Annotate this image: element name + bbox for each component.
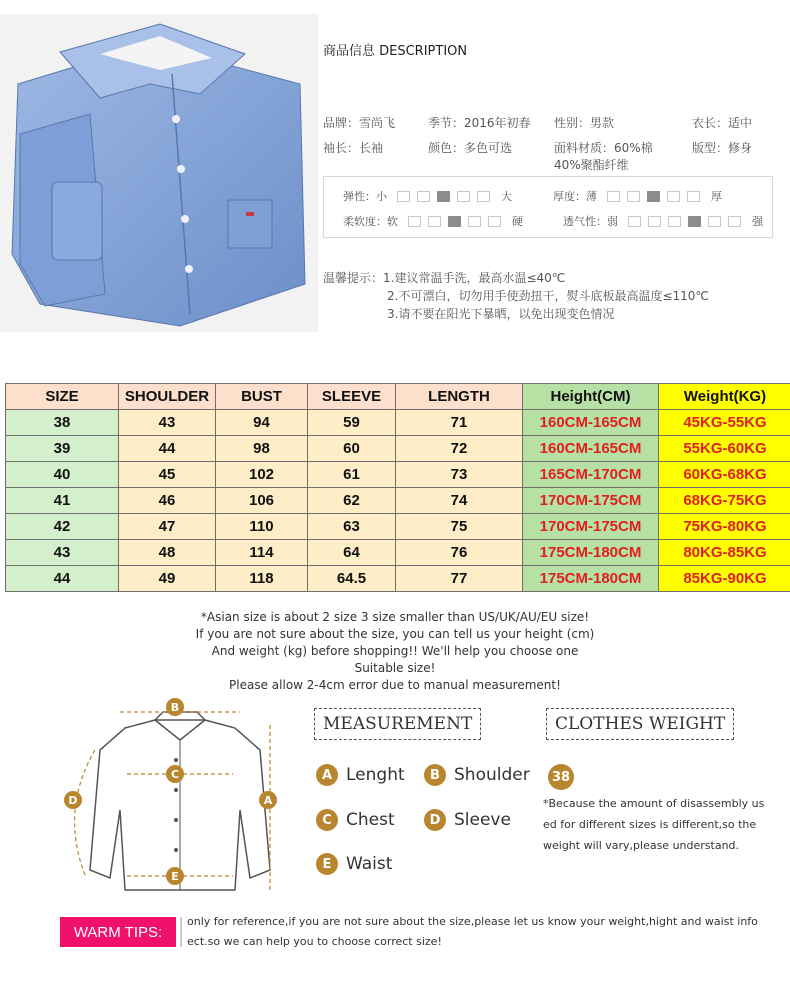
- rating-square: [408, 216, 421, 227]
- rating-end-label: 强: [752, 215, 763, 228]
- rating-square: [648, 216, 661, 227]
- rating-square: [397, 191, 410, 202]
- weight-note-2: ed for different sizes is different,so the: [543, 818, 757, 831]
- cell-weight: 75KG-80KG: [659, 514, 790, 540]
- sleeve-info: 袖长：长袖: [323, 141, 384, 155]
- cell-bust: 102: [216, 462, 308, 488]
- cell-height: 160CM-165CM: [523, 436, 659, 462]
- cell-weight: 85KG-90KG: [659, 566, 790, 592]
- cell-height: 170CM-175CM: [523, 514, 659, 540]
- rating-square-filled: [647, 191, 660, 202]
- cell-length: 74: [396, 488, 523, 514]
- warm-tips-badge: WARM TIPS:: [60, 917, 176, 947]
- cell-size: 41: [6, 488, 119, 514]
- weight-badge: [548, 764, 582, 790]
- rating-square: [708, 216, 721, 227]
- header-size: SIZE: [6, 384, 119, 410]
- table-row: [6, 514, 790, 540]
- weight-note-3: weight will vary,please understand.: [543, 839, 740, 852]
- rating-label: 柔软度：软: [343, 215, 398, 228]
- cell-shoulder: 49: [119, 566, 216, 592]
- cell-weight: 45KG-55KG: [659, 410, 790, 436]
- rating-end-label: 大: [501, 190, 512, 203]
- table-row: [6, 488, 790, 514]
- rating-end-label: 硬: [512, 215, 523, 228]
- header-shoulder: SHOULDER: [119, 384, 216, 410]
- legend-label: Lenght: [346, 765, 405, 785]
- length-info: 衣长：适中: [692, 116, 753, 130]
- cell-size: 44: [6, 566, 119, 592]
- legend-length: [316, 764, 405, 786]
- measurement-title: MEASUREMENT: [314, 708, 481, 740]
- rating-square: [457, 191, 470, 202]
- description-title: 商品信息 DESCRIPTION: [323, 44, 468, 59]
- diagram-label-e: E: [171, 870, 179, 883]
- size-table-header-row: [6, 384, 790, 410]
- legend-letter-e: E: [316, 853, 338, 875]
- cell-length: 76: [396, 540, 523, 566]
- cell-weight: 80KG-85KG: [659, 540, 790, 566]
- product-description-section: [0, 0, 790, 340]
- legend-label: Sleeve: [454, 810, 511, 830]
- fit-info: 版型：修身: [692, 141, 753, 155]
- rating-label: 透气性：弱: [563, 215, 618, 228]
- cell-height: 170CM-175CM: [523, 488, 659, 514]
- weight-note-1: *Because the amount of disassembly us: [543, 797, 765, 810]
- cell-weight: 68KG-75KG: [659, 488, 790, 514]
- cell-shoulder: 44: [119, 436, 216, 462]
- season-info: 季节：2016年初春: [428, 116, 531, 130]
- rating-breathability: [563, 213, 763, 229]
- cell-size: 38: [6, 410, 119, 436]
- care-tips-line-2: 2.不可漂白，切勿用手使劲扭干，熨斗底板最高温度≤110℃: [387, 289, 709, 303]
- rating-square: [428, 216, 441, 227]
- size-note-2: If you are not sure about the size, you can tell us your height (cm): [195, 627, 595, 641]
- legend-waist: [316, 853, 392, 875]
- warm-tips-divider: [176, 917, 182, 947]
- size-chart-table: [5, 383, 790, 592]
- rating-square-filled: [437, 191, 450, 202]
- measurement-diagram: [55, 690, 305, 900]
- legend-label: Shoulder: [454, 765, 530, 785]
- warm-tips-line-2: ect.so we can help you to choose correct size!: [187, 935, 442, 948]
- legend-sleeve: [424, 809, 511, 831]
- cell-weight: 55KG-60KG: [659, 436, 790, 462]
- header-bust: BUST: [216, 384, 308, 410]
- legend-chest: [316, 809, 395, 831]
- rating-square: [628, 216, 641, 227]
- cell-sleeve: 64: [308, 540, 396, 566]
- rating-square: [687, 191, 700, 202]
- rating-square: [627, 191, 640, 202]
- care-tips-line-3: 3.请不要在阳光下暴晒，以免出现变色情况: [387, 307, 615, 321]
- rating-label: 厚度：薄: [553, 190, 597, 203]
- cell-weight: 60KG-68KG: [659, 462, 790, 488]
- cell-sleeve: 60: [308, 436, 396, 462]
- rating-square-filled: [448, 216, 461, 227]
- rating-end-label: 厚: [711, 190, 722, 203]
- cell-shoulder: 45: [119, 462, 216, 488]
- cell-length: 77: [396, 566, 523, 592]
- size-note-3: And weight (kg) before shopping!! We'll help you choose one: [211, 644, 579, 658]
- rating-square: [417, 191, 430, 202]
- size-note-5: Please allow 2-4cm error due to manual measurement!: [229, 678, 561, 692]
- cell-sleeve: 59: [308, 410, 396, 436]
- cell-size: 43: [6, 540, 119, 566]
- header-length: LENGTH: [396, 384, 523, 410]
- cell-size: 39: [6, 436, 119, 462]
- rating-elasticity: [343, 188, 512, 204]
- fabric-info: 面料材质：60%棉: [554, 141, 653, 155]
- cell-bust: 106: [216, 488, 308, 514]
- cell-sleeve: 64.5: [308, 566, 396, 592]
- table-row: [6, 540, 790, 566]
- cell-bust: 94: [216, 410, 308, 436]
- rating-label: 弹性：小: [343, 190, 387, 203]
- shirt-photo: [0, 14, 318, 332]
- cell-height: 160CM-165CM: [523, 410, 659, 436]
- rating-square: [477, 191, 490, 202]
- cell-size: 40: [6, 462, 119, 488]
- table-row: [6, 436, 790, 462]
- legend-label: Waist: [346, 854, 393, 874]
- cell-height: 175CM-180CM: [523, 540, 659, 566]
- rating-thickness: [553, 188, 722, 204]
- gender-info: 性别：男款: [554, 116, 615, 130]
- cell-height: 165CM-170CM: [523, 462, 659, 488]
- table-row: [6, 462, 790, 488]
- rating-square: [607, 191, 620, 202]
- diagram-label-c: C: [170, 768, 180, 781]
- cell-shoulder: 48: [119, 540, 216, 566]
- cell-bust: 118: [216, 566, 308, 592]
- header-weight: Weight(KG): [659, 384, 790, 410]
- legend-letter-b: B: [424, 764, 446, 786]
- cell-bust: 114: [216, 540, 308, 566]
- legend-letter-d: D: [424, 809, 446, 831]
- rating-square-filled: [688, 216, 701, 227]
- legend-letter-a: A: [316, 764, 338, 786]
- cell-length: 73: [396, 462, 523, 488]
- diagram-label-d: D: [68, 794, 78, 807]
- cell-shoulder: 46: [119, 488, 216, 514]
- cell-sleeve: 62: [308, 488, 396, 514]
- cell-bust: 110: [216, 514, 308, 540]
- fabric-info-2: 40%聚酯纤维: [554, 158, 629, 172]
- cell-shoulder: 47: [119, 514, 216, 540]
- rating-square: [728, 216, 741, 227]
- cell-shoulder: 43: [119, 410, 216, 436]
- weight-badge-value: 38: [548, 764, 574, 790]
- header-height: Height(CM): [523, 384, 659, 410]
- header-sleeve: SLEEVE: [308, 384, 396, 410]
- rating-square: [468, 216, 481, 227]
- legend-shoulder: [424, 764, 530, 786]
- diagram-label-b: B: [170, 701, 180, 714]
- cell-length: 71: [396, 410, 523, 436]
- legend-letter-c: C: [316, 809, 338, 831]
- cell-height: 175CM-180CM: [523, 566, 659, 592]
- cell-sleeve: 61: [308, 462, 396, 488]
- table-row: [6, 566, 790, 592]
- size-note-4: Suitable size!: [354, 661, 436, 675]
- cell-size: 42: [6, 514, 119, 540]
- size-note-1: *Asian size is about 2 size 3 size smaller than US/UK/AU/EU size!: [200, 610, 590, 624]
- legend-label: Chest: [346, 810, 395, 830]
- rating-square: [668, 216, 681, 227]
- warm-tips-line-1: only for reference,if you are not sure about the size,please let us know your weight,hight and waist info: [187, 915, 758, 928]
- diagram-label-a: A: [263, 794, 273, 807]
- rating-softness: [343, 213, 523, 229]
- table-row: [6, 410, 790, 436]
- rating-square: [667, 191, 680, 202]
- cell-length: 72: [396, 436, 523, 462]
- clothes-weight-title: CLOTHES WEIGHT: [546, 708, 734, 740]
- cell-sleeve: 63: [308, 514, 396, 540]
- cell-bust: 98: [216, 436, 308, 462]
- cell-length: 75: [396, 514, 523, 540]
- brand-info: 品牌：雪尚飞: [323, 116, 396, 130]
- rating-square: [488, 216, 501, 227]
- care-tips-line-1: 温馨提示：1.建议常温手洗，最高水温≤40℃: [323, 271, 566, 285]
- color-info: 颜色：多色可选: [428, 141, 513, 155]
